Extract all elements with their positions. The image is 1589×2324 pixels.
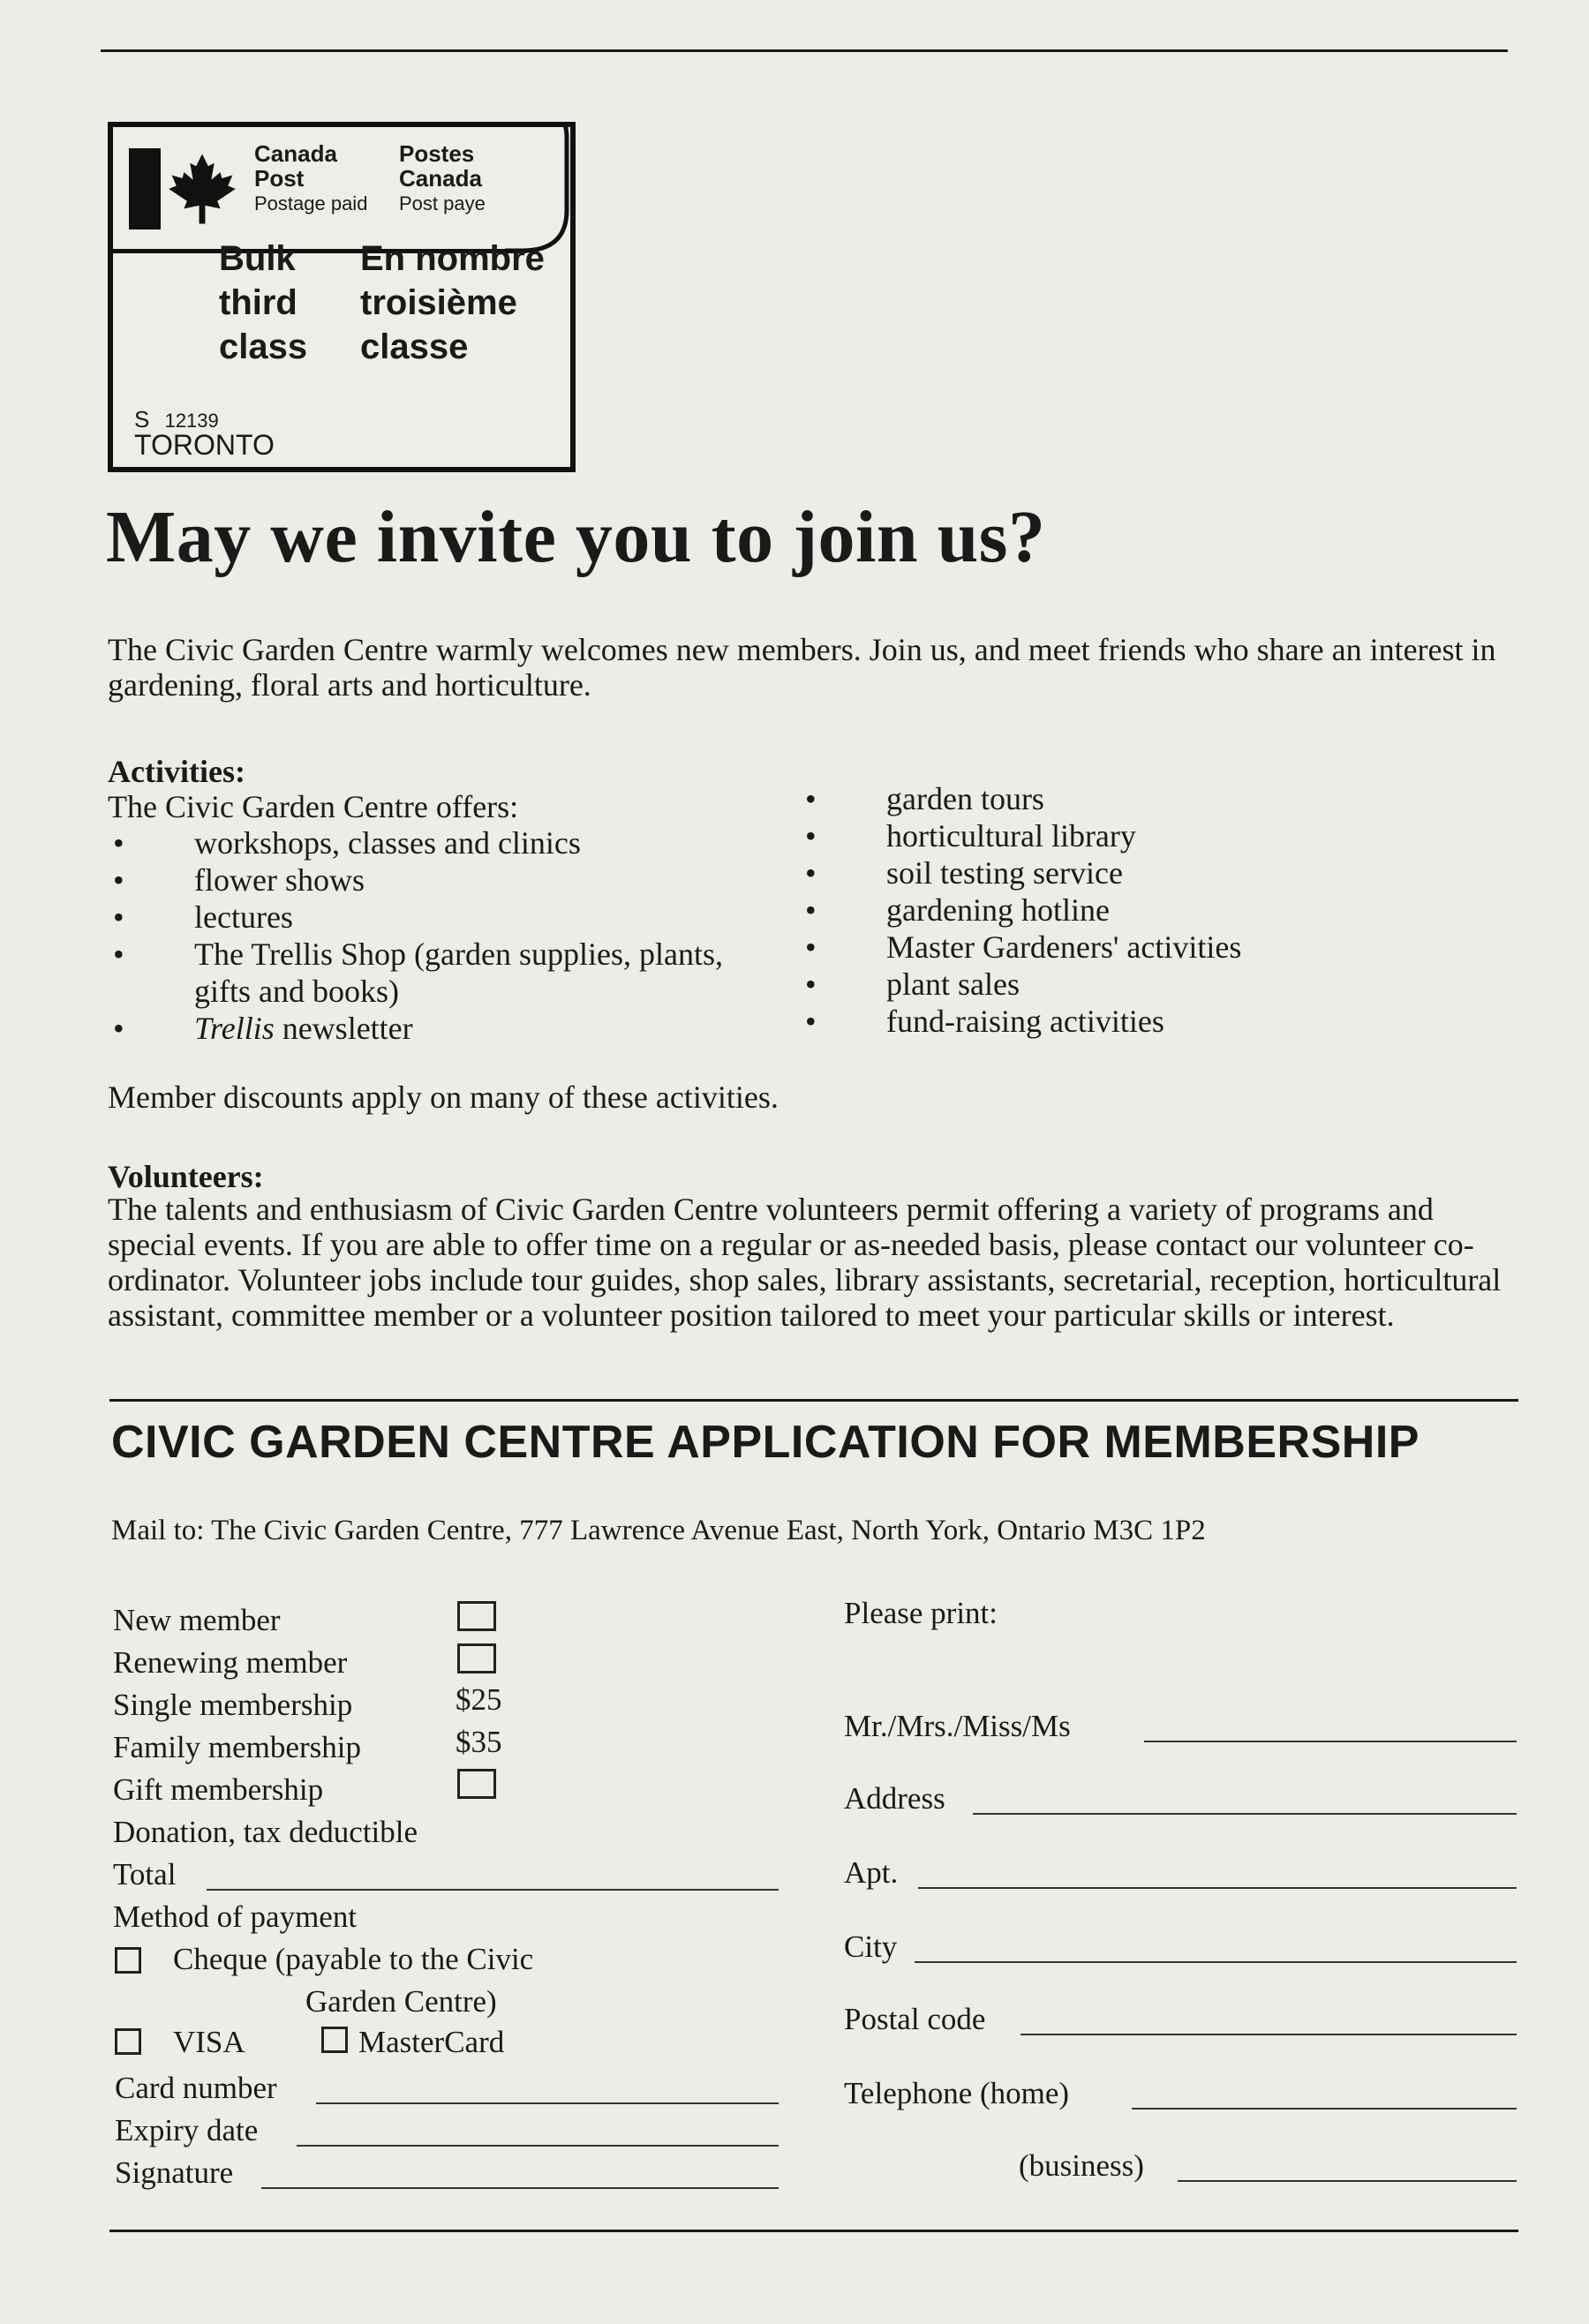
postal-code-field[interactable] [1020, 2034, 1517, 2035]
indicia-corner-curve [505, 122, 576, 254]
bulk-english: Bulk third class [219, 239, 308, 366]
volunteers-title: Volunteers: [108, 1159, 264, 1194]
mail-to-address: Mail to: The Civic Garden Centre, 777 Lawrence Avenue East, North York, Ontario M3C 1P2 [111, 1515, 1206, 1546]
expiry-date-label: Expiry date [115, 2113, 259, 2147]
card-number-label: Card number [115, 2071, 277, 2105]
renewing-member-label: Renewing member [113, 1645, 348, 1680]
volunteers-paragraph: The talents and enthusiasm of Civic Garden Centre volunteers permit offering a variety of programs and special events. If you are able to offer time on a regular or as-needed basis, please contact our volunteer co-ordinator. Volunteer jobs include tour guides, shop sales, library assistants, secretarial, reception, horticultural assistant, committee member or a volunteer position tailored to meet your particular skills or interest. [108, 1192, 1502, 1333]
list-item: • horticultural library [805, 818, 1136, 854]
headline: May we invite you to join us? [106, 496, 1046, 578]
post-paye-label: Post paye [399, 192, 486, 214]
application-title: CIVIC GARDEN CENTRE APPLICATION FOR MEMBERSHIP [111, 1417, 1420, 1468]
activities-list-left [108, 824, 743, 1047]
salutation-label: Mr./Mrs./Miss/Ms [844, 1709, 1071, 1743]
list-item: • fund-raising activities [805, 1004, 1164, 1039]
mastercard-label: MasterCard [358, 2025, 505, 2059]
list-item: • plant sales [805, 966, 1020, 1002]
indicia-city: TORONTO [134, 429, 275, 461]
form-top-rule [109, 1399, 1518, 1402]
cheque-label: Cheque (payable to the Civic [173, 1942, 534, 1976]
list-item: • garden tours [805, 781, 1044, 816]
telephone-home-label: Telephone (home) [844, 2076, 1070, 2110]
list-item: • lectures [113, 899, 293, 935]
list-item: • gardening hotline [805, 892, 1110, 928]
list-item: • workshops, classes and clinics [113, 825, 581, 861]
postes-canada-label: Postes Canada [399, 140, 482, 192]
bulk-french: En nombre troisième classe [360, 239, 545, 366]
postage-paid-label: Postage paid [254, 192, 368, 214]
cheque-label-continued: Garden Centre) [305, 1984, 497, 2019]
signature-field[interactable] [261, 2187, 779, 2189]
visa-checkbox[interactable] [115, 2028, 141, 2055]
gift-membership-checkbox[interactable] [457, 1769, 496, 1799]
please-print-label: Please print: [844, 1596, 998, 1630]
list-item: • The Trellis Shop (garden supplies, plants, gifts and books) [113, 936, 723, 1009]
visa-label: VISA [173, 2025, 245, 2059]
form-bottom-rule [109, 2230, 1518, 2232]
payment-method-label: Method of payment [113, 1899, 358, 1934]
activities-title: Activities: [108, 754, 245, 789]
top-rule [101, 49, 1508, 52]
total-field[interactable] [207, 1889, 779, 1891]
mastercard-checkbox[interactable] [321, 2027, 348, 2053]
intro-paragraph: The Civic Garden Centre warmly welcomes new members. Join us, and meet friends who share an interest in gardening, floral arts and horticulture. [108, 632, 1496, 703]
list-item: • flower shows [113, 862, 365, 898]
permit-digits: 12139 [164, 410, 219, 432]
name-field[interactable] [1144, 1741, 1517, 1742]
single-membership-label: Single membership [113, 1688, 353, 1722]
list-item: • soil testing service [805, 855, 1123, 891]
total-label: Total [113, 1857, 177, 1892]
telephone-home-field[interactable] [1132, 2108, 1517, 2110]
city-field[interactable] [915, 1961, 1517, 1963]
activities-lead: The Civic Garden Centre offers: [108, 789, 519, 824]
canada-post-label: Canada Post [254, 140, 337, 192]
address-field[interactable] [973, 1813, 1517, 1815]
telephone-business-field[interactable] [1178, 2180, 1517, 2182]
family-membership-label: Family membership [113, 1730, 361, 1764]
city-label: City [844, 1929, 898, 1964]
family-membership-price: $35 [456, 1725, 502, 1759]
postal-code-label: Postal code [844, 2002, 986, 2036]
apt-field[interactable] [918, 1887, 1517, 1889]
single-membership-price: $25 [456, 1682, 502, 1717]
gift-membership-label: Gift membership [113, 1772, 324, 1807]
discounts-note: Member discounts apply on many of these activities. [108, 1079, 779, 1115]
new-member-checkbox[interactable] [457, 1601, 496, 1631]
apt-label: Apt. [844, 1855, 899, 1890]
list-item: • Master Gardeners' activities [805, 929, 1242, 965]
list-item: • Trellis newsletter [113, 1011, 413, 1046]
telephone-business-label: (business) [1019, 2148, 1144, 2183]
cheque-checkbox[interactable] [115, 1947, 141, 1974]
activities-list-right [800, 780, 1524, 1040]
new-member-label: New member [113, 1603, 281, 1637]
address-label: Address [844, 1781, 945, 1816]
permit-prefix: S [134, 406, 150, 432]
card-number-field[interactable] [316, 2102, 779, 2104]
donation-label: Donation, tax deductible [113, 1815, 418, 1849]
expiry-date-field[interactable] [297, 2145, 779, 2147]
signature-label: Signature [115, 2155, 234, 2190]
renewing-member-checkbox[interactable] [457, 1643, 496, 1673]
postage-indicia [108, 122, 576, 472]
